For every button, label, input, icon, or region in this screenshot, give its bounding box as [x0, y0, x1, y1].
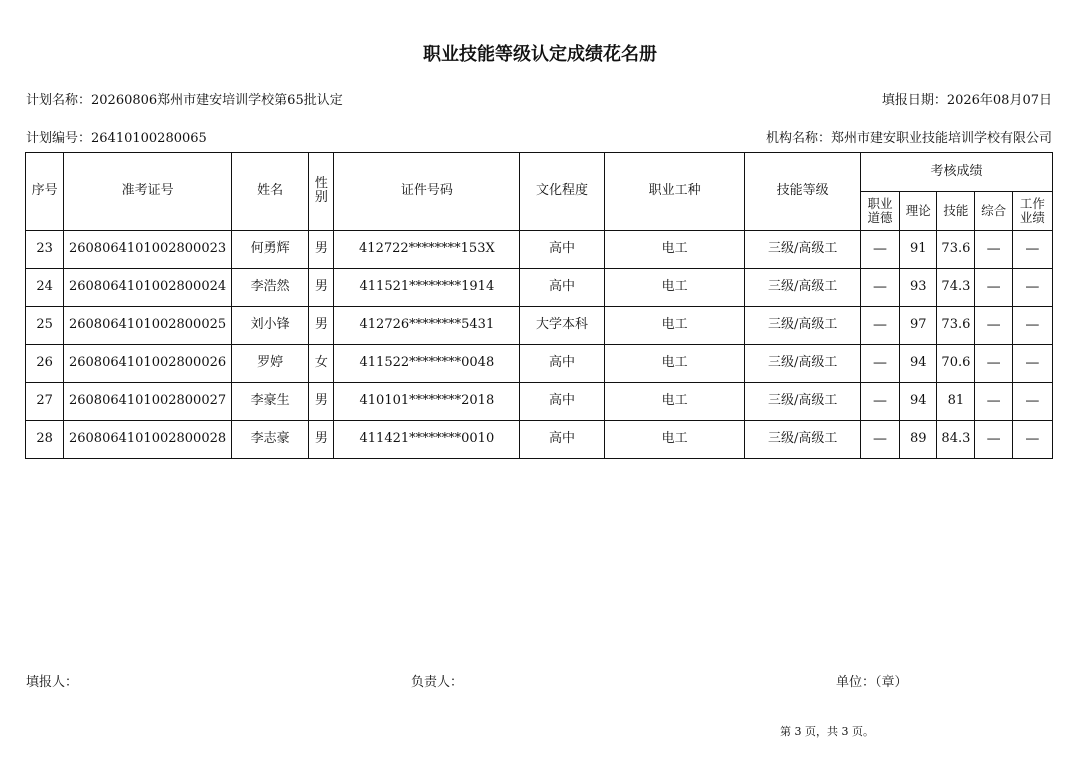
cell-skill: 70.6 — [937, 345, 975, 383]
cell-id-no: 412722********153X — [334, 231, 520, 269]
cell-name: 李志豪 — [231, 421, 308, 459]
cell-gender: 男 — [309, 231, 334, 269]
table-row — [26, 383, 1053, 421]
plan-number: 计划编号：26410100280065 — [26, 131, 207, 146]
cell-exam-no: 2608064101002800024 — [64, 269, 232, 307]
cell-skill-level: 三级/高级工 — [745, 231, 861, 269]
cell-work-perf: — — [1012, 269, 1052, 307]
cell-ethics: — — [860, 307, 899, 345]
cell-education: 高中 — [520, 269, 604, 307]
header-name: 姓名 — [231, 153, 308, 231]
cell-gender: 男 — [309, 383, 334, 421]
cell-gender: 男 — [309, 269, 334, 307]
table-row — [26, 345, 1053, 383]
table-row — [26, 307, 1053, 345]
cell-occupation: 电工 — [604, 345, 745, 383]
cell-occupation: 电工 — [604, 307, 745, 345]
cell-work-perf: — — [1012, 383, 1052, 421]
cell-name: 何勇辉 — [231, 231, 308, 269]
cell-ethics: — — [860, 383, 899, 421]
page-title: 职业技能等级认定成绩花名册 — [423, 44, 657, 65]
cell-education: 高中 — [520, 383, 604, 421]
cell-exam-no: 2608064101002800023 — [64, 231, 232, 269]
header-skill-level: 技能等级 — [745, 153, 861, 231]
unit-stamp-label: 单位：（章） — [836, 675, 908, 690]
cell-education: 高中 — [520, 231, 604, 269]
cell-occupation: 电工 — [604, 269, 745, 307]
manager-label: 负责人： — [411, 675, 464, 690]
header-gender — [309, 153, 334, 231]
cell-skill-level: 三级/高级工 — [745, 307, 861, 345]
cell-theory: 91 — [900, 231, 937, 269]
header-education: 文化程度 — [520, 153, 604, 231]
header-theory: 理论 — [900, 192, 937, 231]
header-exam-no: 准考证号 — [64, 153, 232, 231]
cell-skill-level: 三级/高级工 — [745, 383, 861, 421]
cell-theory: 97 — [900, 307, 937, 345]
cell-id-no: 410101********2018 — [334, 383, 520, 421]
cell-overall: — — [975, 269, 1012, 307]
header-occupation: 职业工种 — [604, 153, 745, 231]
cell-ethics: — — [860, 231, 899, 269]
roster-table — [25, 152, 1053, 459]
cell-skill-level: 三级/高级工 — [745, 421, 861, 459]
cell-overall: — — [975, 307, 1012, 345]
header-overall: 综合 — [975, 192, 1012, 231]
cell-gender: 女 — [309, 345, 334, 383]
cell-overall: — — [975, 231, 1012, 269]
cell-skill-level: 三级/高级工 — [745, 345, 861, 383]
fill-date: 填报日期：2026年08月07日 — [881, 93, 1052, 108]
cell-ethics: — — [860, 269, 899, 307]
cell-occupation: 电工 — [604, 383, 745, 421]
cell-work-perf: — — [1012, 345, 1052, 383]
header-ethics-label: 职业道德 — [867, 195, 893, 225]
cell-ethics: — — [860, 421, 899, 459]
table-row — [26, 269, 1053, 307]
cell-skill: 73.6 — [937, 307, 975, 345]
cell-exam-no: 2608064101002800028 — [64, 421, 232, 459]
cell-skill: 81 — [937, 383, 975, 421]
cell-name: 李豪生 — [231, 383, 308, 421]
cell-seq: 27 — [26, 383, 64, 421]
cell-education: 大学本科 — [520, 307, 604, 345]
cell-theory: 89 — [900, 421, 937, 459]
header-skill: 技能 — [937, 192, 975, 231]
cell-exam-no: 2608064101002800025 — [64, 307, 232, 345]
cell-gender: 男 — [309, 421, 334, 459]
cell-id-no: 411522********0048 — [334, 345, 520, 383]
cell-work-perf: — — [1012, 307, 1052, 345]
cell-seq: 26 — [26, 345, 64, 383]
cell-skill-level: 三级/高级工 — [745, 269, 861, 307]
header-work-perf — [1012, 192, 1052, 231]
cell-seq: 25 — [26, 307, 64, 345]
header-ethics — [860, 192, 899, 231]
cell-occupation: 电工 — [604, 421, 745, 459]
cell-id-no: 411521********1914 — [334, 269, 520, 307]
cell-name: 李浩然 — [231, 269, 308, 307]
cell-theory: 94 — [900, 345, 937, 383]
cell-skill: 74.3 — [937, 269, 975, 307]
cell-id-no: 412726********5431 — [334, 307, 520, 345]
cell-theory: 94 — [900, 383, 937, 421]
cell-ethics: — — [860, 345, 899, 383]
cell-occupation: 电工 — [604, 231, 745, 269]
cell-name: 罗婷 — [231, 345, 308, 383]
cell-name: 刘小锋 — [231, 307, 308, 345]
table-row — [26, 231, 1053, 269]
header-id-no: 证件号码 — [334, 153, 520, 231]
header-work-perf-label: 工作业绩 — [1019, 195, 1045, 225]
cell-exam-no: 2608064101002800027 — [64, 383, 232, 421]
header-seq: 序号 — [26, 153, 64, 231]
cell-id-no: 411421********0010 — [334, 421, 520, 459]
cell-education: 高中 — [520, 345, 604, 383]
cell-skill: 84.3 — [937, 421, 975, 459]
header-gender-label: 性别 — [314, 175, 328, 206]
cell-seq: 28 — [26, 421, 64, 459]
cell-overall: — — [975, 421, 1012, 459]
cell-theory: 93 — [900, 269, 937, 307]
cell-seq: 23 — [26, 231, 64, 269]
page-number: 第 3 页，共 3 页。 — [780, 725, 874, 738]
header-scores: 考核成绩 — [860, 153, 1052, 192]
table-row — [26, 421, 1053, 459]
cell-seq: 24 — [26, 269, 64, 307]
cell-overall: — — [975, 345, 1012, 383]
cell-exam-no: 2608064101002800026 — [64, 345, 232, 383]
cell-gender: 男 — [309, 307, 334, 345]
cell-education: 高中 — [520, 421, 604, 459]
cell-work-perf: — — [1012, 421, 1052, 459]
cell-overall: — — [975, 383, 1012, 421]
cell-skill: 73.6 — [937, 231, 975, 269]
filler-label: 填报人： — [26, 675, 79, 690]
organization-name: 机构名称：郑州市建安职业技能培训学校有限公司 — [765, 131, 1052, 146]
plan-name: 计划名称：20260806郑州市建安培训学校第65批认定 — [26, 93, 343, 108]
cell-work-perf: — — [1012, 231, 1052, 269]
